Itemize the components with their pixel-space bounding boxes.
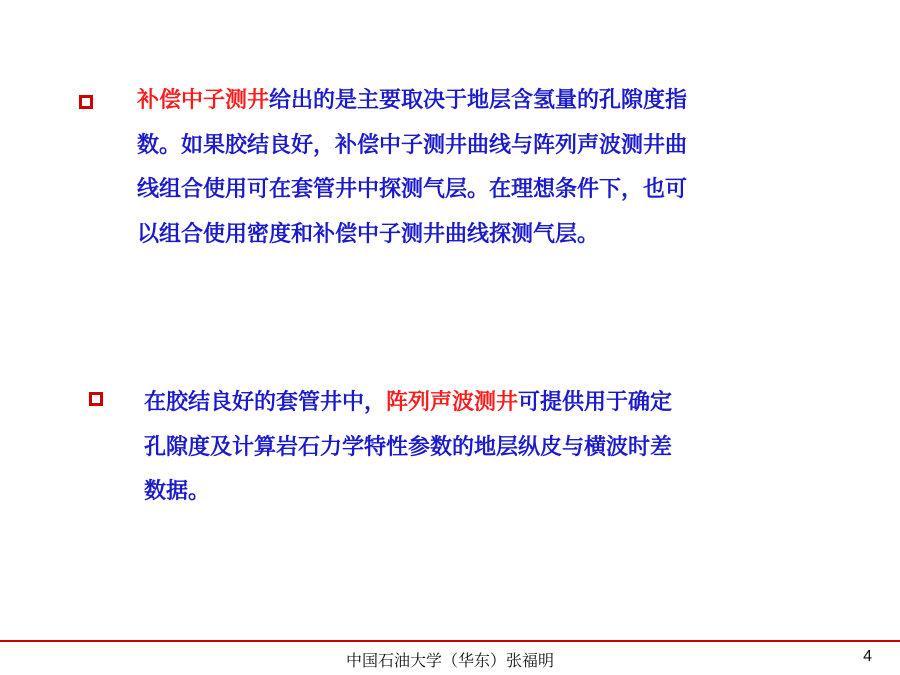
para1-line4: 以组合使用密度和补偿中子测井曲线探测气层。 [137,221,600,247]
para2-line3: 数据。 [144,479,211,504]
highlight-neutron-logging: 补偿中子测井 [137,88,270,113]
footer-author: 中国石油大学（华东）张福明 [345,653,554,670]
footer-divider [0,640,900,642]
paragraph-array-sonic [144,381,672,515]
para1-line2: 数。如果胶结良好，补偿中子测井曲线与阵列声波测井曲 [137,132,688,158]
paragraph-neutron-logging [137,79,687,257]
para1-line3: 线组合使用可在套管井中探测气层。在理想条件下，也可 [137,177,688,202]
para2-line1 [144,381,672,426]
para1-line1-text: 给出的是主要取决于地层含氢量的孔隙度指 [269,88,688,113]
page-number: 4 [863,648,872,665]
highlight-array-sonic: 阵列声波测井 [386,390,519,415]
para1-line1 [137,79,687,124]
para2-line1-post: 可提供用于确定 [518,390,673,415]
para2-line1-pre: 在胶结良好的套管井中， [144,390,387,415]
bullet-square-icon-2 [89,392,103,406]
para2-line2: 孔隙度及计算岩石力学特性参数的地层纵皮与横波时差 [144,434,673,460]
bullet-square-icon-1 [79,95,93,109]
